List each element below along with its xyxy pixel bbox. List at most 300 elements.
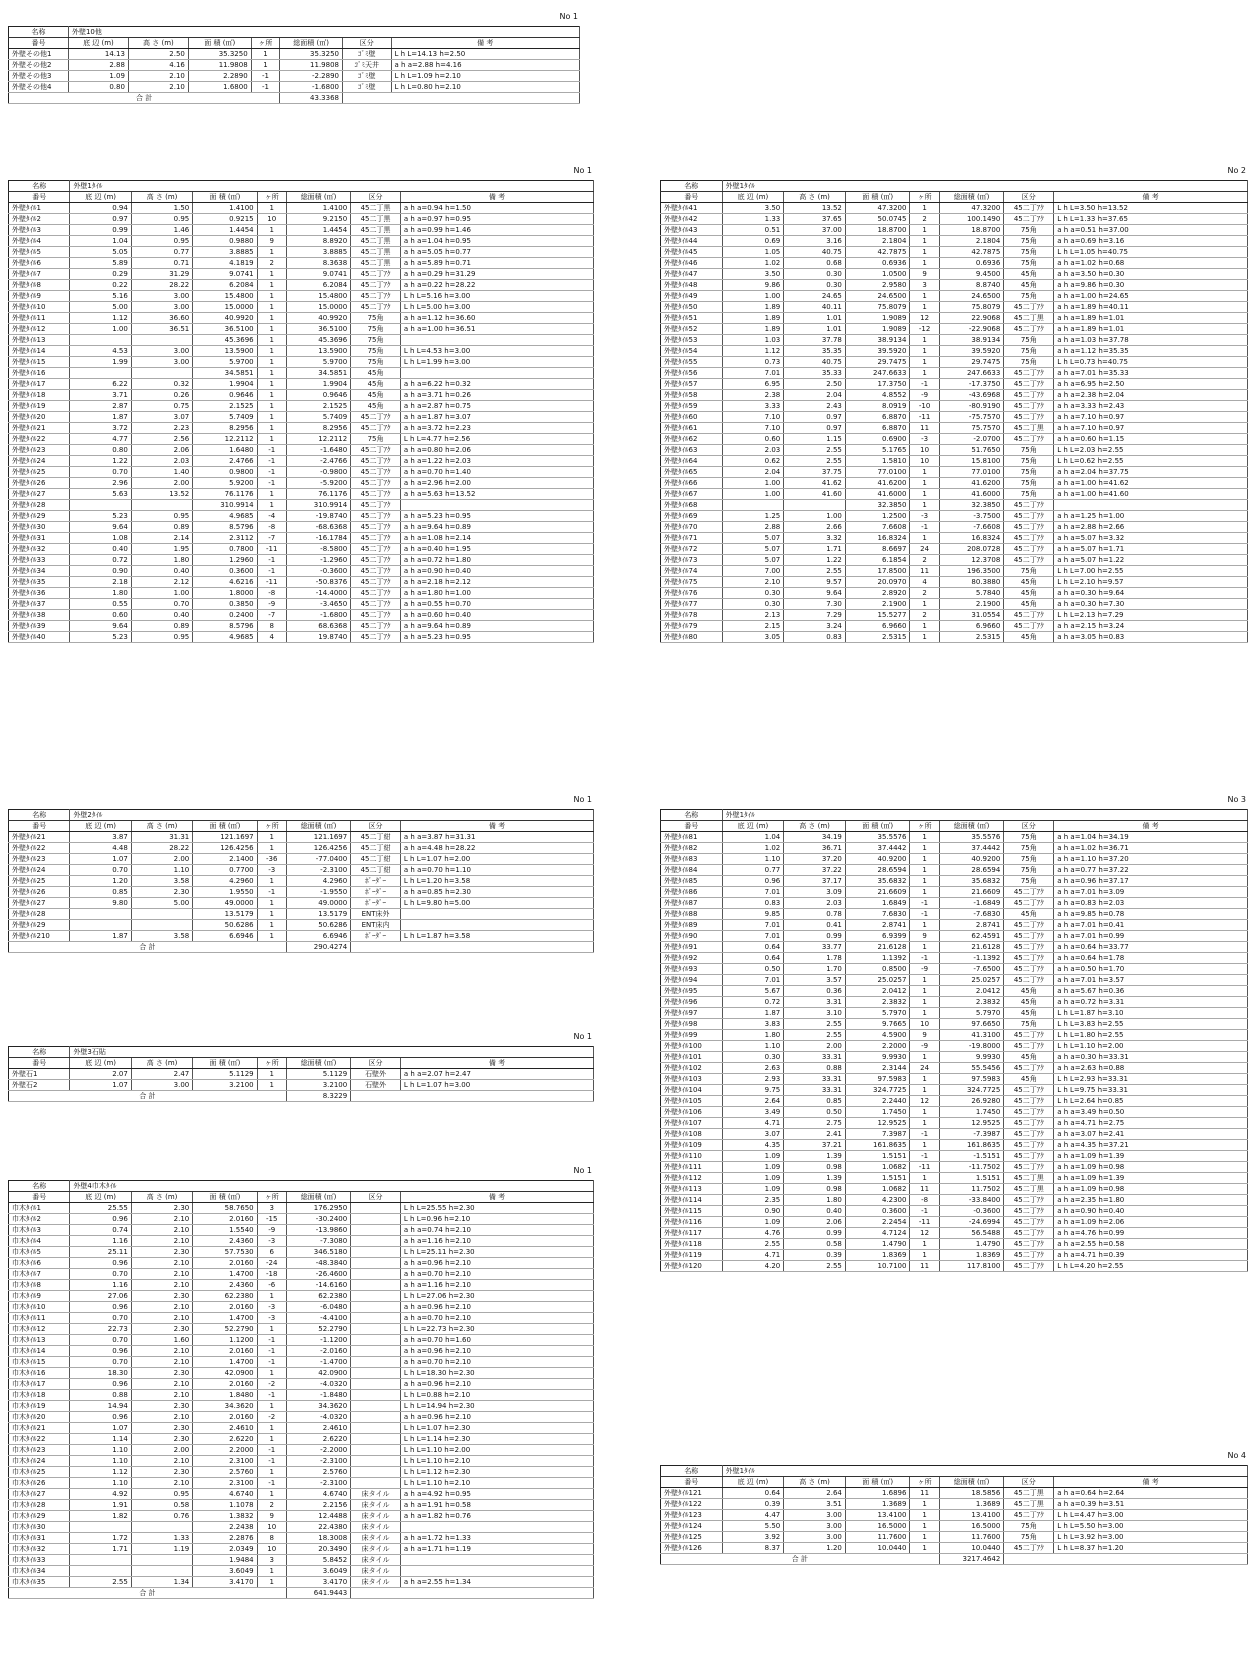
table-cell: 1.0682: [845, 1162, 910, 1173]
table-cell: 7.10: [722, 423, 784, 434]
table-row: [661, 368, 1248, 379]
table-cell: 1: [910, 843, 939, 854]
table-cell: 外壁ﾀｲﾙ27: [9, 898, 70, 909]
table-row: [661, 214, 1248, 225]
table-cell: L h L=1.10 h=2.10: [400, 1456, 593, 1467]
table-cell: 346.5180: [286, 1247, 350, 1258]
table-cell: a h a=0.22 h=28.22: [400, 280, 593, 291]
table-cell: 0.2400: [193, 610, 257, 621]
table-cell: 2.1804: [845, 236, 910, 247]
table-cell: a h a=0.90 h=0.40: [1054, 1206, 1248, 1217]
table-cell: L h L=1.10 h=2.00: [400, 1445, 593, 1456]
table-cell: 1: [257, 1401, 286, 1412]
table-cell: 24.6500: [845, 291, 910, 302]
table-cell: 外壁ﾀｲﾙ18: [9, 390, 70, 401]
column-header: 総面積 (㎡): [939, 1477, 1004, 1488]
table-cell: 45二丁ｱｸ: [1004, 1129, 1054, 1140]
table-cell: 2.10: [131, 1379, 192, 1390]
table-cell: 45二丁ｱｸ: [1004, 898, 1054, 909]
total-value: 641.9443: [286, 1588, 350, 1599]
table-cell: -1: [257, 1335, 286, 1346]
table-cell: 10: [257, 1544, 286, 1555]
table-cell: 1.1078: [193, 1500, 257, 1511]
table-cell: a h a=1.22 h=2.03: [400, 456, 593, 467]
table-cell: 97.5983: [845, 1074, 910, 1085]
table-cell: a h a=5.23 h=0.95: [400, 511, 593, 522]
table-cell: 75.8079: [845, 302, 910, 313]
column-header: 面 積 (㎡): [845, 192, 910, 203]
table-cell: -1: [910, 1151, 939, 1162]
table-cell: 2.55: [784, 456, 846, 467]
table-cell: 外壁ﾀｲﾙ96: [661, 997, 723, 1008]
table-cell: -16.1784: [286, 533, 350, 544]
table-cell: 35.35: [784, 346, 846, 357]
table-cell: a h a=0.50 h=1.70: [1054, 964, 1248, 975]
table-cell: 22.73: [70, 1324, 131, 1335]
total-value: 3217.4642: [939, 1554, 1004, 1565]
table-cell: 42.7875: [939, 247, 1004, 258]
table-cell: 2.10: [131, 1269, 192, 1280]
table-cell: 1.80: [722, 1030, 784, 1041]
table-cell: L h L=1.09 h=2.10: [391, 71, 579, 82]
table-cell: 75角: [1004, 247, 1054, 258]
table-cell: a h a=1.03 h=37.78: [1054, 335, 1248, 346]
table-cell: -7.3987: [939, 1129, 1004, 1140]
table-cell: 2.30: [131, 1423, 192, 1434]
table-cell: 巾木ﾀｲﾙ3: [9, 1225, 70, 1236]
table-cell: L h L=3.50 h=13.52: [1054, 203, 1248, 214]
table-cell: 1.09: [68, 71, 128, 82]
table-row: [661, 269, 1248, 280]
table-cell: 11.9808: [188, 60, 251, 71]
table-cell: 45二丁ｱｸ: [1004, 500, 1054, 511]
table-cell: 0.98: [784, 1184, 846, 1195]
table-cell: 2.12: [131, 577, 192, 588]
table-cell: 45二丁ｱｸ: [1004, 533, 1054, 544]
table-cell: -8: [910, 1195, 939, 1206]
sheet-t8: [660, 1451, 1248, 1565]
table-cell: 4.6216: [193, 577, 257, 588]
table-cell: 1: [910, 632, 939, 643]
table-cell: 45.3696: [193, 335, 257, 346]
table-cell: 0.70: [70, 1269, 131, 1280]
table-cell: 21.6609: [845, 887, 910, 898]
table-cell: 巾木ﾀｲﾙ5: [9, 1247, 70, 1258]
table-cell: -19.8000: [939, 1041, 1004, 1052]
table-cell: 40.9200: [939, 854, 1004, 865]
table-cell: a h a=0.96 h=2.10: [400, 1346, 593, 1357]
table-cell: 13.52: [784, 203, 846, 214]
table-cell: -14.6160: [286, 1280, 350, 1291]
table-cell: 2.0160: [193, 1379, 257, 1390]
table-cell: -7.6500: [939, 964, 1004, 975]
table-cell: 45角: [1004, 280, 1054, 291]
table-cell: 8.5796: [193, 522, 257, 533]
column-header: 区分: [1004, 1477, 1054, 1488]
table-cell: 6.9660: [845, 621, 910, 632]
table-cell: 外壁ﾀｲﾙ3: [9, 225, 70, 236]
total-row: [9, 1588, 594, 1599]
table-row: [661, 555, 1248, 566]
table-row: [9, 379, 594, 390]
table-cell: 1.7450: [939, 1107, 1004, 1118]
table-cell: 10: [910, 445, 939, 456]
table-cell: 巾木ﾀｲﾙ16: [9, 1368, 70, 1379]
table-cell: a h a=7.01 h=0.99: [1054, 931, 1248, 942]
table-row: [9, 1291, 594, 1302]
table-cell: 2.2000: [193, 1445, 257, 1456]
table-cell: -7.6608: [939, 522, 1004, 533]
table-row: [9, 832, 594, 843]
table-cell: L h L=25.55 h=2.30: [400, 1203, 593, 1214]
table-cell: 5.7970: [939, 1008, 1004, 1019]
table-cell: 8: [257, 621, 286, 632]
table-cell: 17.3750: [845, 379, 910, 390]
table-row: [9, 357, 594, 368]
table-cell: 0.74: [70, 1225, 131, 1236]
table-cell: 1.95: [131, 544, 192, 555]
table-cell: 6.8870: [845, 423, 910, 434]
table-cell: 1.12: [70, 313, 131, 324]
table-cell: 巾木ﾀｲﾙ31: [9, 1533, 70, 1544]
table-cell: 外壁ﾀｲﾙ73: [661, 555, 723, 566]
table-cell: 8.2956: [286, 423, 350, 434]
quantity-table: [660, 180, 1248, 643]
table-cell: 外壁ﾀｲﾙ115: [661, 1206, 723, 1217]
table-cell: -1: [910, 1129, 939, 1140]
table-row: [9, 876, 594, 887]
table-cell: 3.50: [722, 203, 784, 214]
table-cell: 16.8324: [939, 533, 1004, 544]
table-cell: 巾木ﾀｲﾙ7: [9, 1269, 70, 1280]
table-cell: -9: [910, 1041, 939, 1052]
table-row: [9, 456, 594, 467]
table-cell: 7.01: [722, 887, 784, 898]
table-cell: 10: [910, 1019, 939, 1030]
table-cell: -1: [251, 82, 280, 93]
table-cell: 45二丁ｱｸ: [1004, 1217, 1054, 1228]
table-cell: 床タイル: [351, 1489, 401, 1500]
table-row: [661, 489, 1248, 500]
table-row: [9, 1313, 594, 1324]
table-cell: 1.4790: [939, 1239, 1004, 1250]
table-cell: 28.22: [131, 280, 192, 291]
table-cell: 1: [257, 346, 286, 357]
table-cell: 45二丁ｱｸ: [1004, 511, 1054, 522]
table-row: [661, 544, 1248, 555]
table-cell: 75.7570: [939, 423, 1004, 434]
table-cell: 1.9550: [193, 887, 257, 898]
table-cell: -4.4100: [286, 1313, 350, 1324]
table-row: [661, 599, 1248, 610]
table-cell: 45二丁ｱｸ: [1004, 887, 1054, 898]
table-cell: -1.6800: [286, 610, 350, 621]
table-cell: -15: [257, 1214, 286, 1225]
table-cell: 37.00: [784, 225, 846, 236]
name-row: [9, 27, 580, 38]
table-cell: 5.67: [722, 986, 784, 997]
table-cell: 4.16: [128, 60, 188, 71]
table-row: [661, 412, 1248, 423]
table-cell: 1.01: [784, 313, 846, 324]
table-row: [9, 247, 594, 258]
table-cell: 1: [910, 942, 939, 953]
quantity-table: [8, 180, 594, 643]
table-row: [661, 335, 1248, 346]
table-cell: 1.6800: [188, 82, 251, 93]
table-cell: 45二丁ｱｸ: [1004, 368, 1054, 379]
table-cell: -0.9800: [286, 467, 350, 478]
table-cell: 2.6220: [286, 1434, 350, 1445]
table-row: [9, 1302, 594, 1313]
table-cell: 45二丁黒: [1004, 423, 1054, 434]
table-cell: 5.50: [722, 1521, 784, 1532]
table-cell: ENT床内: [351, 920, 401, 931]
table-cell: 41.6000: [939, 489, 1004, 500]
table-cell: 6.2084: [193, 280, 257, 291]
table-cell: a h a=2.96 h=2.00: [400, 478, 593, 489]
table-row: [9, 621, 594, 632]
column-header: 面 積 (㎡): [193, 1058, 257, 1069]
table-cell: a h a=3.49 h=0.50: [1054, 1107, 1248, 1118]
table-cell: 15.5277: [845, 610, 910, 621]
table-cell: L h L=22.73 h=2.30: [400, 1324, 593, 1335]
table-cell: [351, 1467, 401, 1478]
table-cell: 2.5315: [845, 632, 910, 643]
table-cell: a h a=0.70 h=2.10: [400, 1269, 593, 1280]
table-cell: 外壁ﾀｲﾙ31: [9, 533, 70, 544]
table-cell: 26.9280: [939, 1096, 1004, 1107]
table-cell: 1: [910, 887, 939, 898]
table-cell: 0.41: [784, 920, 846, 931]
table-cell: 2.64: [784, 1488, 846, 1499]
name-row: [9, 181, 594, 192]
table-cell: 1.10: [70, 1478, 131, 1489]
table-cell: 2.13: [722, 610, 784, 621]
table-row: [9, 1258, 594, 1269]
table-cell: L h L=0.73 h=40.75: [1054, 357, 1248, 368]
table-cell: 25.11: [70, 1247, 131, 1258]
table-row: [9, 478, 594, 489]
table-row: [9, 1080, 594, 1091]
table-cell: 1.3832: [193, 1511, 257, 1522]
table-cell: 1: [257, 876, 286, 887]
table-cell: 巾木ﾀｲﾙ27: [9, 1489, 70, 1500]
table-cell: 25.55: [70, 1203, 131, 1214]
table-cell: 0.60: [722, 434, 784, 445]
column-header: ヶ所: [251, 38, 280, 49]
table-cell: 25.0257: [845, 975, 910, 986]
table-cell: 3.87: [70, 832, 131, 843]
table-cell: 5.63: [70, 489, 131, 500]
table-cell: 0.60: [70, 610, 131, 621]
table-cell: [400, 1555, 593, 1566]
column-header: ヶ所: [910, 1477, 939, 1488]
table-cell: [351, 1258, 401, 1269]
table-cell: 8.6697: [845, 544, 910, 555]
table-cell: -1: [257, 467, 286, 478]
table-cell: 1: [910, 533, 939, 544]
name-row: [9, 1047, 594, 1058]
table-cell: 14.13: [68, 49, 128, 60]
page-number: No 1: [573, 166, 592, 175]
table-cell: 1.5151: [939, 1173, 1004, 1184]
table-cell: 外壁ﾀｲﾙ23: [9, 854, 70, 865]
table-cell: 45角: [351, 401, 401, 412]
table-row: [9, 1434, 594, 1445]
table-cell: 5.9700: [193, 357, 257, 368]
table-cell: 2.30: [131, 1368, 192, 1379]
column-header: 底 辺 (m): [70, 821, 131, 832]
table-cell: a h a=4.71 h=0.39: [1054, 1250, 1248, 1261]
table-cell: 外壁ﾀｲﾙ9: [9, 291, 70, 302]
table-cell: 35.6832: [939, 876, 1004, 887]
table-cell: 2.75: [784, 1118, 846, 1129]
table-cell: 8.0919: [845, 401, 910, 412]
table-cell: 50.0745: [845, 214, 910, 225]
table-cell: L h L=27.06 h=2.30: [400, 1291, 593, 1302]
table-cell: 巾木ﾀｲﾙ29: [9, 1511, 70, 1522]
table-row: [9, 368, 594, 379]
table-cell: 外壁ﾀｲﾙ21: [9, 423, 70, 434]
table-cell: 7.3987: [845, 1129, 910, 1140]
table-cell: 45二丁ｱｸ: [1004, 1195, 1054, 1206]
table-cell: 外壁ﾀｲﾙ71: [661, 533, 723, 544]
table-cell: 5.1129: [286, 1069, 350, 1080]
table-row: [661, 236, 1248, 247]
table-cell: 外壁石1: [9, 1069, 70, 1080]
table-cell: 1.07: [70, 1080, 131, 1091]
table-row: [9, 269, 594, 280]
table-cell: 2.30: [131, 887, 192, 898]
table-row: [9, 1357, 594, 1368]
table-cell: 外壁ﾀｲﾙ100: [661, 1041, 723, 1052]
table-cell: a h a=2.15 h=3.24: [1054, 621, 1248, 632]
table-cell: 45二丁ｱｸ: [1004, 1118, 1054, 1129]
table-cell: 2.43: [784, 401, 846, 412]
name-row: [661, 810, 1248, 821]
table-cell: -22.9068: [939, 324, 1004, 335]
table-cell: 外壁ﾀｲﾙ55: [661, 357, 723, 368]
table-cell: 外壁ﾀｲﾙ99: [661, 1030, 723, 1041]
table-cell: -2.3100: [286, 1478, 350, 1489]
quantity-table: [8, 1180, 594, 1599]
table-cell: a h a=3.07 h=2.41: [1054, 1129, 1248, 1140]
table-cell: 77.0100: [845, 467, 910, 478]
page-number: No 1: [573, 795, 592, 804]
table-cell: 1.8369: [939, 1250, 1004, 1261]
table-cell: 1.89: [722, 302, 784, 313]
table-cell: 巾木ﾀｲﾙ21: [9, 1423, 70, 1434]
table-cell: 34.5851: [193, 368, 257, 379]
table-cell: 0.30: [784, 269, 846, 280]
table-cell: 75角: [1004, 225, 1054, 236]
table-cell: 1: [910, 346, 939, 357]
table-cell: 3.24: [784, 621, 846, 632]
table-cell: 3.00: [131, 302, 192, 313]
table-row: [9, 324, 594, 335]
table-cell: 34.3620: [286, 1401, 350, 1412]
table-cell: 1: [910, 302, 939, 313]
table-cell: -7: [257, 533, 286, 544]
table-cell: 2.0349: [193, 1544, 257, 1555]
table-cell: 0.6936: [939, 258, 1004, 269]
table-cell: a h a=2.35 h=1.80: [1054, 1195, 1248, 1206]
table-cell: 0.32: [131, 379, 192, 390]
table-cell: a h a=1.02 h=36.71: [1054, 843, 1248, 854]
table-cell: 0.95: [131, 236, 192, 247]
table-cell: 14.94: [70, 1401, 131, 1412]
table-cell: a h a=0.96 h=37.17: [1054, 876, 1248, 887]
table-cell: 1.89: [722, 313, 784, 324]
table-row: [9, 610, 594, 621]
table-cell: 外壁ﾀｲﾙ42: [661, 214, 723, 225]
column-header: 高 さ (m): [131, 1058, 192, 1069]
column-header: ヶ所: [257, 1192, 286, 1203]
table-cell: a h a=2.18 h=2.12: [400, 577, 593, 588]
header-row: [9, 38, 580, 49]
table-cell: 0.97: [784, 412, 846, 423]
table-cell: [131, 500, 192, 511]
column-header: 総面積 (㎡): [286, 1058, 350, 1069]
table-cell: 2.47: [131, 1069, 192, 1080]
table-cell: -2.0160: [286, 1346, 350, 1357]
table-cell: 2.55: [70, 1577, 131, 1588]
table-cell: -1.4700: [286, 1357, 350, 1368]
table-cell: 外壁ﾀｲﾙ27: [9, 489, 70, 500]
table-row: [9, 843, 594, 854]
table-cell: a h a=2.38 h=2.04: [1054, 390, 1248, 401]
table-cell: 3.8885: [286, 247, 350, 258]
column-header: 番号: [661, 821, 723, 832]
table-cell: 2.15: [722, 621, 784, 632]
table-cell: 5.89: [70, 258, 131, 269]
table-cell: ﾎﾞｰﾀﾞｰ: [351, 876, 401, 887]
table-row: [661, 456, 1248, 467]
table-row: [9, 82, 580, 93]
table-cell: 75角: [1004, 291, 1054, 302]
table-row: [661, 577, 1248, 588]
quantity-table: [660, 1465, 1248, 1565]
table-cell: 外壁ﾀｲﾙ61: [661, 423, 723, 434]
table-cell: 2.4610: [193, 1423, 257, 1434]
table-cell: 外壁ﾀｲﾙ35: [9, 577, 70, 588]
table-cell: 2.2454: [845, 1217, 910, 1228]
table-cell: a h a=0.64 h=33.77: [1054, 942, 1248, 953]
table-cell: 45二丁黒: [1004, 1499, 1054, 1510]
table-cell: a h a=0.70 h=1.10: [400, 865, 593, 876]
table-cell: 2.10: [131, 1412, 192, 1423]
table-cell: 45二丁ｱｸ: [1004, 544, 1054, 555]
table-cell: a h a=0.70 h=2.10: [400, 1313, 593, 1324]
name-label: 名称: [9, 1181, 70, 1192]
table-cell: 45二丁ｱｸ: [1004, 1107, 1054, 1118]
table-cell: a h a=0.90 h=0.40: [400, 566, 593, 577]
table-cell: 324.7725: [939, 1085, 1004, 1096]
table-cell: 8.8740: [939, 280, 1004, 291]
table-cell: 外壁ﾀｲﾙ105: [661, 1096, 723, 1107]
table-cell: 0.95: [131, 632, 192, 643]
table-cell: [351, 1357, 401, 1368]
table-cell: 1.1200: [193, 1335, 257, 1346]
column-header: 区分: [351, 1058, 401, 1069]
table-cell: 45二丁ｱｸ: [1004, 203, 1054, 214]
table-cell: 外壁ﾀｲﾙ33: [9, 555, 70, 566]
table-cell: 0.70: [131, 599, 192, 610]
table-cell: 外壁ﾀｲﾙ93: [661, 964, 723, 975]
table-row: [661, 346, 1248, 357]
table-cell: L h L=1.87 h=3.58: [400, 931, 593, 942]
